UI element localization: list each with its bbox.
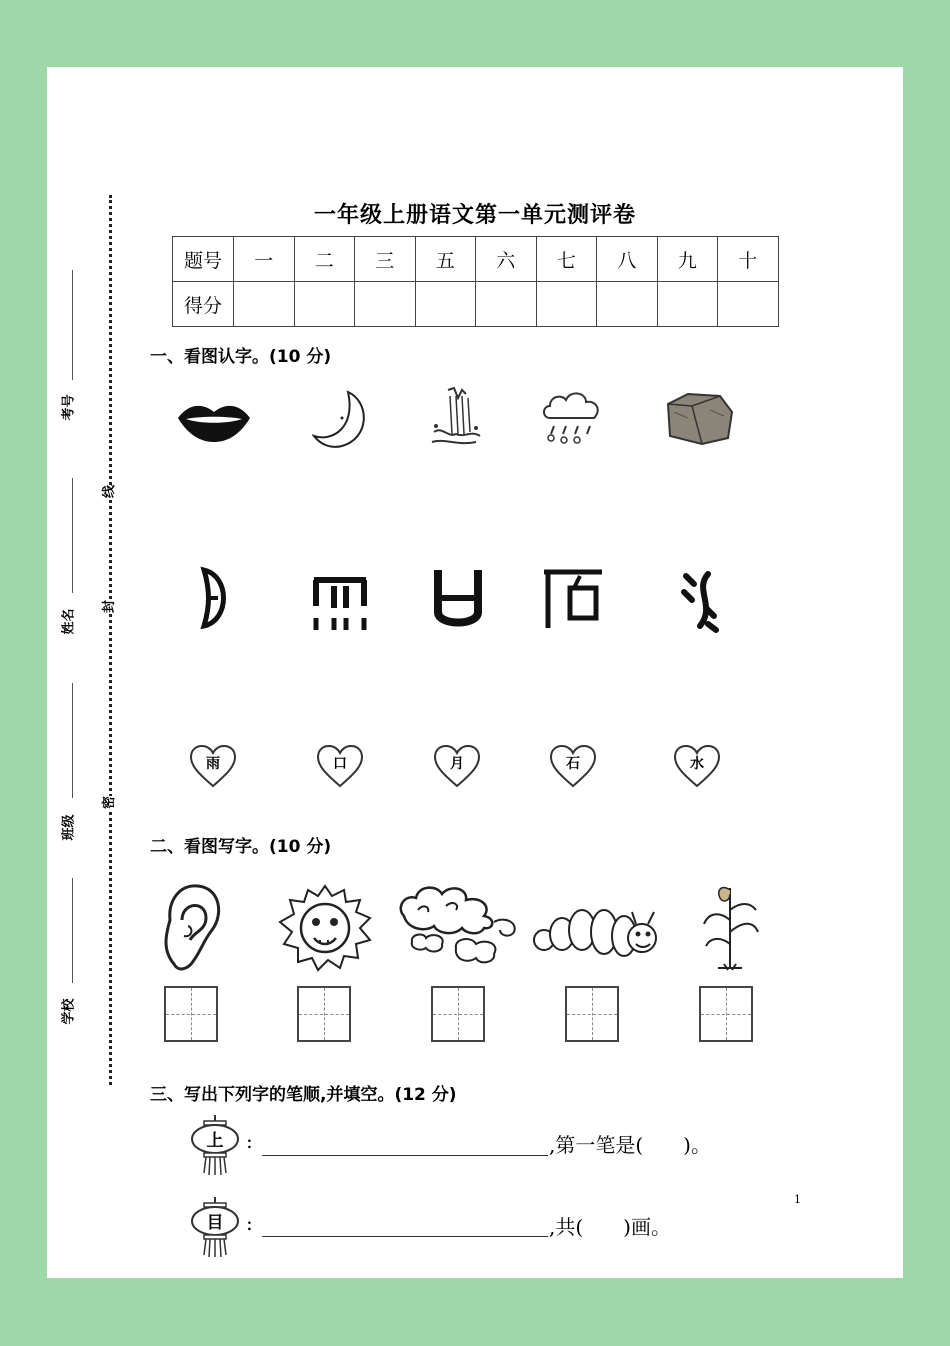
lantern-char: 目 [206, 1213, 224, 1233]
column-header: 七 [536, 237, 597, 282]
heart-char: 水 [690, 756, 704, 772]
seal-close-text: 密 [98, 796, 117, 809]
rock-picture [662, 390, 736, 446]
exam-no-line [72, 270, 73, 380]
lantern-char-mu [190, 1197, 240, 1257]
ear-picture [160, 880, 226, 972]
column-header: 八 [597, 237, 658, 282]
school-label: 学校 [61, 998, 77, 1025]
score-table [172, 236, 779, 327]
oracle-water-glyph [676, 570, 722, 634]
lips-picture [176, 398, 252, 442]
class-label: 班级 [61, 814, 77, 841]
exam-no-label: 考号 [61, 394, 77, 421]
section1-heading: 一、看图认字。(10 分) [150, 347, 332, 367]
score-cell[interactable] [355, 282, 416, 327]
score-cell[interactable] [294, 282, 355, 327]
writing-grid[interactable] [431, 986, 485, 1042]
seal-seal-text: 封 [98, 600, 117, 613]
page-number: 1 [794, 1193, 801, 1206]
first-stroke-text: ,第一笔是( )。 [549, 1133, 711, 1157]
binding-dotted-line [109, 195, 112, 1085]
caterpillar-picture [530, 902, 658, 962]
crescent-moon-picture [312, 388, 372, 452]
sun-picture [276, 882, 374, 972]
seal-line-text: 线 [98, 485, 117, 498]
column-header: 五 [415, 237, 476, 282]
writing-grid[interactable] [164, 986, 218, 1042]
column-header: 一 [234, 237, 295, 282]
heart-char: 石 [566, 756, 580, 772]
writing-grid[interactable] [699, 986, 753, 1042]
score-cell[interactable] [718, 282, 779, 327]
score-cell[interactable] [657, 282, 718, 327]
heart-char: 雨 [206, 756, 220, 772]
rain-cloud-picture [540, 388, 604, 450]
heart-char: 口 [333, 756, 347, 772]
stroke-order-blank[interactable] [262, 1236, 548, 1237]
score-cell[interactable] [234, 282, 295, 327]
oracle-moon-glyph [196, 566, 232, 630]
oracle-stone-glyph [540, 566, 608, 630]
column-header: 三 [355, 237, 416, 282]
name-line [72, 478, 73, 593]
heart-char: 月 [450, 756, 464, 772]
stroke-order-blank[interactable] [262, 1155, 548, 1156]
score-cell[interactable] [476, 282, 537, 327]
section2-heading: 二、看图写字。(10 分) [150, 837, 332, 857]
score-cell[interactable] [597, 282, 658, 327]
stroke-order-colon: : [246, 1129, 253, 1153]
heart-char-water[interactable] [673, 744, 721, 788]
cloud-picture [396, 882, 520, 968]
score-table-score-row [173, 282, 779, 327]
lantern-char: 上 [206, 1131, 224, 1151]
column-header: 六 [476, 237, 537, 282]
oracle-mouth-glyph [430, 568, 486, 630]
score-table-header-row [173, 237, 779, 282]
score-header: 得分 [173, 282, 234, 327]
heart-char-moon[interactable] [433, 744, 481, 788]
score-cell[interactable] [536, 282, 597, 327]
writing-grid[interactable] [297, 986, 351, 1042]
section3-heading: 三、写出下列字的笔顺,并填空。(12 分) [150, 1085, 457, 1105]
waterfall-picture [428, 386, 486, 450]
heart-char-mouth[interactable] [316, 744, 364, 788]
stroke-count-text: ,共( )画。 [549, 1215, 671, 1239]
column-header: 十 [718, 237, 779, 282]
heart-char-rain[interactable] [189, 744, 237, 788]
class-line [72, 683, 73, 798]
rice-plant-picture [698, 880, 762, 972]
school-line [72, 878, 73, 983]
oracle-rain-glyph [310, 572, 370, 634]
heart-char-stone[interactable] [549, 744, 597, 788]
question-number-header: 题号 [173, 237, 234, 282]
writing-grid[interactable] [565, 986, 619, 1042]
column-header: 九 [657, 237, 718, 282]
exam-title: 一年级上册语文第一单元测评卷 [313, 202, 636, 228]
stroke-order-colon: : [246, 1211, 253, 1235]
column-header: 二 [294, 237, 355, 282]
lantern-char-shang [190, 1115, 240, 1175]
name-label: 姓名 [61, 608, 77, 635]
score-cell[interactable] [415, 282, 476, 327]
